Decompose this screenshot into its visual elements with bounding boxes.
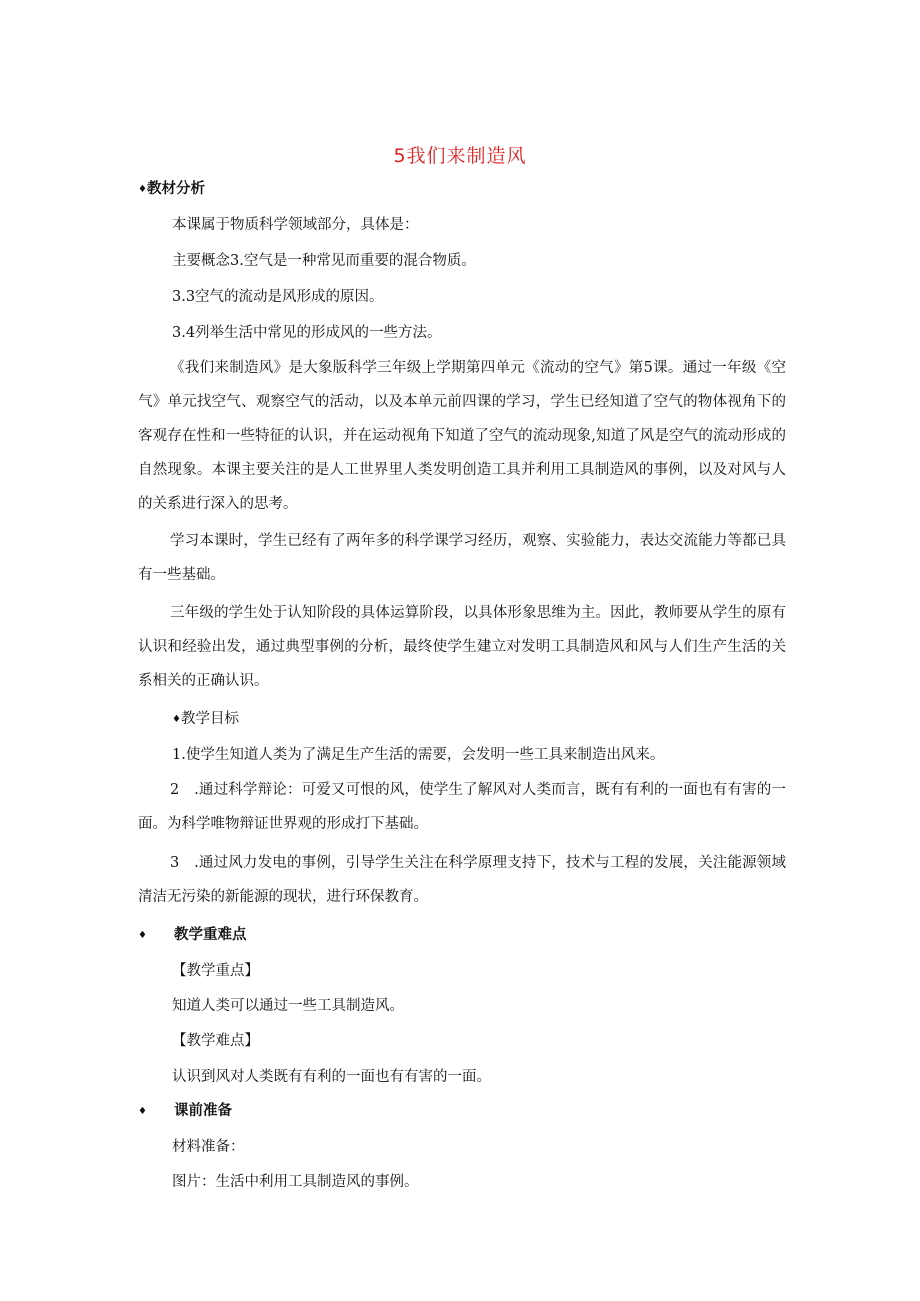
diamond-bullet-icon: ♦ bbox=[138, 1106, 147, 1117]
analysis-paragraph-1: 《我们来制造风》是大象版科学三年级上学期第四单元《流动的空气》第5课。通过一年级《空气》单元找空气、观察空气的活动，以及本单元前四课的学习，学生已经知道了空气的物体视角下的客观存在性和一些特征的认识，并在运动视角下知道了空气的流动现象,知道了风是空气的流动形成的自然现象。本课主要关注的是人工世界里人类发明创造工具并利用工具制造风的事例，以及对风与人的关系进行深入的思考。 bbox=[138, 360, 786, 512]
difficulty-label: 【教学难点】 bbox=[172, 1033, 259, 1049]
diamond-bullet-icon: ♦ bbox=[138, 930, 147, 941]
heading-text: 教材分析 bbox=[146, 181, 205, 197]
section-heading-preparation bbox=[138, 1100, 232, 1123]
pictures-text: 图片：生活中利用工具制造风的事例。 bbox=[172, 1174, 419, 1190]
focus-label: 【教学重点】 bbox=[172, 963, 259, 979]
diamond-bullet-icon: ♦ bbox=[138, 184, 147, 195]
goal-item-3: 3 .通过风力发电的事例，引导学生关注在科学原理支持下，技术与工程的发展，关注能源领域清洁无污染的新能源的现状，进行环保教育。 bbox=[138, 855, 786, 905]
analysis-concept-main: 主要概念3.空气是一种常见而重要的混合物质。 bbox=[172, 253, 476, 269]
heading-text: 教学重难点 bbox=[174, 927, 247, 943]
analysis-paragraph-2: 学习本课时，学生已经有了两年多的科学课学习经历，观察、实验能力，表达交流能力等都已具有一些基础。 bbox=[138, 533, 786, 583]
goal-item-2: 2 .通过科学辩论：可爱又可恨的风，使学生了解风对人类而言，既有有利的一面也有有害的一面。为科学唯物辩证世界观的形成打下基础。 bbox=[138, 782, 786, 832]
analysis-concept-3-4: 3.4列举生活中常见的形成风的一些方法。 bbox=[172, 325, 442, 341]
diamond-bullet-icon: ♦ bbox=[172, 714, 181, 725]
goal-item-1: 1.使学生知道人类为了满足生产生活的需要，会发明一些工具来制造出风来。 bbox=[172, 747, 665, 763]
section-heading-goals bbox=[172, 708, 239, 731]
focus-text: 知道人类可以通过一些工具制造风。 bbox=[172, 998, 404, 1014]
document-title: 5我们来制造风 bbox=[393, 145, 527, 167]
heading-text: 教学目标 bbox=[180, 711, 239, 727]
analysis-concept-3-3: 3.3空气的流动是风形成的原因。 bbox=[172, 289, 384, 305]
analysis-paragraph-3: 三年级的学生处于认知阶段的具体运算阶段，以具体形象思维为主。因此，教师要从学生的原有认识和经验出发，通过典型事例的分析，最终使学生建立对发明工具制造风和风与人们生产生活的关系相关的正确认识。 bbox=[138, 605, 786, 689]
difficulty-text: 认识到风对人类既有有利的一面也有有害的一面。 bbox=[172, 1069, 491, 1085]
section-heading-analysis bbox=[138, 178, 205, 201]
heading-text: 课前准备 bbox=[174, 1103, 232, 1119]
analysis-intro: 本课属于物质科学领域部分，具体是： bbox=[172, 217, 419, 233]
materials-label: 材料准备： bbox=[172, 1139, 245, 1155]
section-heading-key-points bbox=[138, 924, 247, 947]
